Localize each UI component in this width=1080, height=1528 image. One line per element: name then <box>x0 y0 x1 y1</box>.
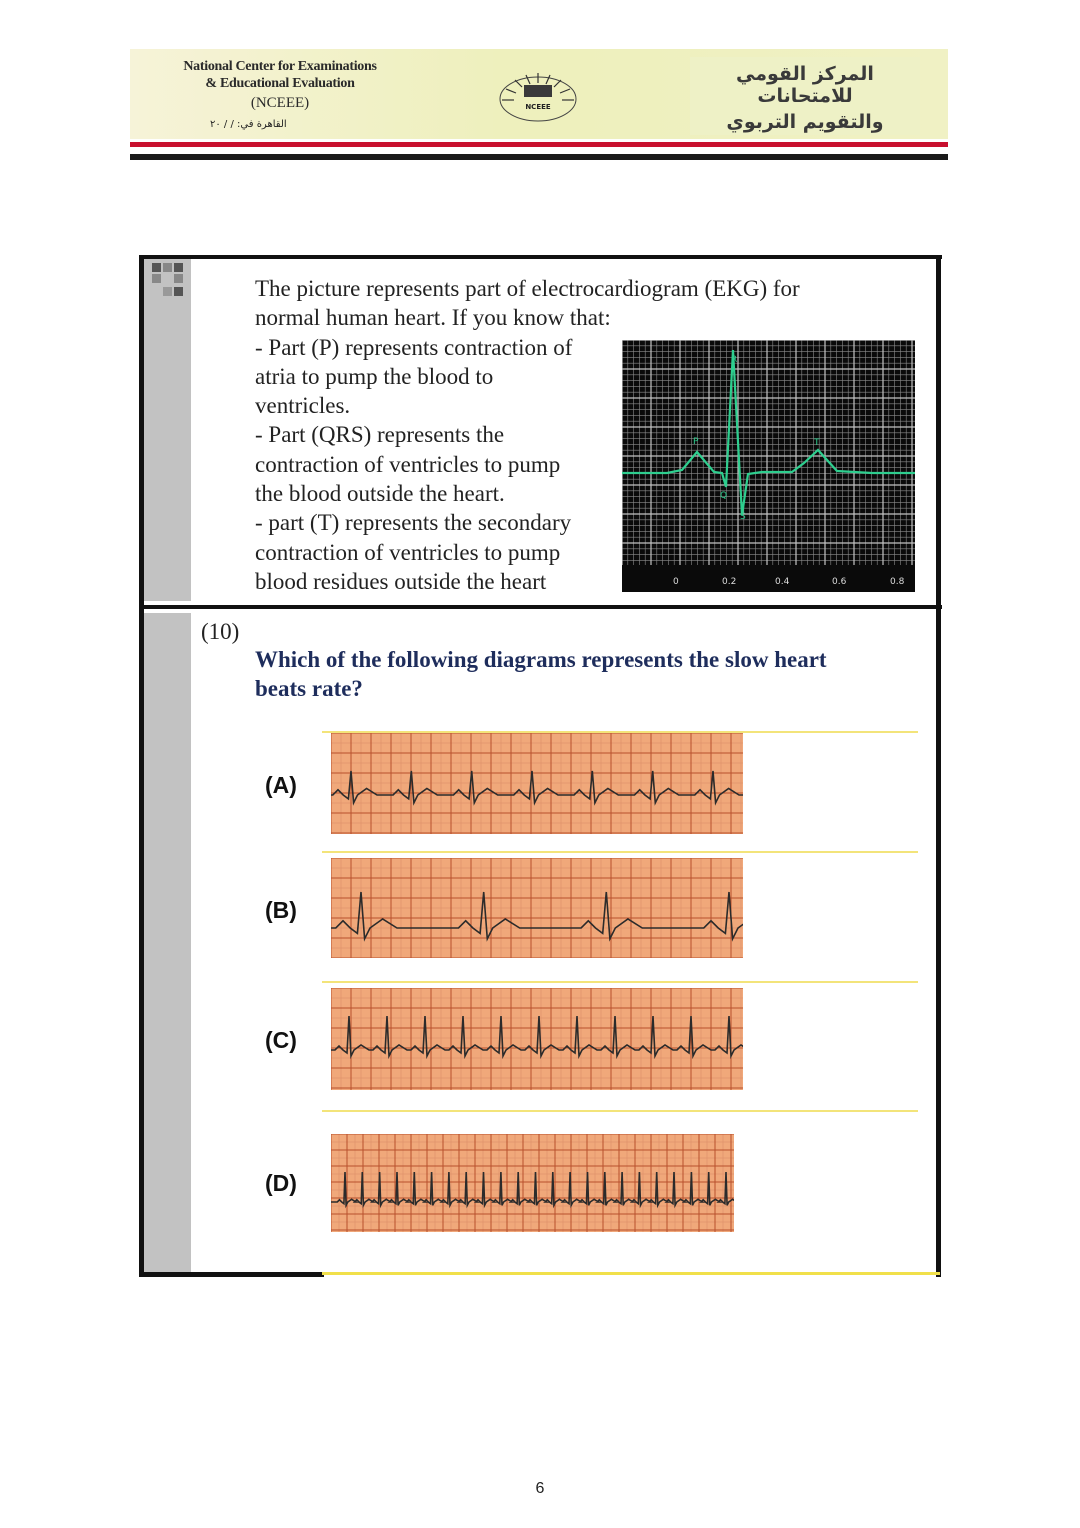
intro-line: - part (T) represents the secondary <box>255 510 572 536</box>
option-b-ekg-strip[interactable] <box>331 858 743 958</box>
page-number: 6 <box>535 1480 545 1497</box>
question-prompt <box>255 645 905 703</box>
x-tick-label: 0.2 <box>722 577 737 587</box>
option-b-label[interactable]: (B) <box>265 897 297 923</box>
logo-text: NCEEE <box>525 103 551 111</box>
intro-line: The picture represents part of electrocardiogram (EKG) for <box>255 276 800 301</box>
intro-line: ventricles. <box>255 393 351 419</box>
intro-line: atria to pump the blood to <box>255 363 494 389</box>
corner-square <box>152 263 161 272</box>
ekg-figure <box>622 340 915 592</box>
wave-label-s: S <box>740 512 746 522</box>
wave-label-t: T <box>814 438 820 448</box>
intro-line: contraction of ventricles to pump <box>255 539 561 565</box>
option-separator <box>322 1110 918 1112</box>
intro-line: - Part (QRS) represents the <box>255 422 505 448</box>
frame-border-bottom <box>139 1272 324 1277</box>
prompt-line: beats rate? <box>255 676 363 701</box>
wave-label-r: R <box>731 355 738 365</box>
intro-line: normal human heart. If you know that: <box>255 305 611 331</box>
intro-line: blood residues outside the heart <box>255 568 547 594</box>
header-english-abbrev: (NCEEE) <box>250 95 310 111</box>
intro-line: the blood outside the heart. <box>255 481 505 507</box>
corner-square <box>163 263 172 272</box>
option-c-ekg-strip[interactable] <box>331 988 743 1090</box>
x-tick-label: 0.4 <box>775 577 790 587</box>
corner-square <box>152 274 161 283</box>
x-tick-label: 0.6 <box>832 577 847 587</box>
prompt-line: Which of the following diagrams represents the slow heart <box>255 647 827 672</box>
option-c-label[interactable]: (C) <box>265 1027 297 1053</box>
wave-label-p: P <box>693 437 699 447</box>
corner-square <box>174 274 183 283</box>
corner-square <box>174 287 183 296</box>
intro-line: - Part (P) represents contraction of <box>255 334 573 360</box>
question-number: (10) <box>201 619 240 644</box>
question-sidebar <box>144 259 191 1272</box>
frame-border-right <box>936 255 941 1277</box>
frame-border-top <box>139 255 942 259</box>
frame-yellow-rule <box>322 1272 940 1275</box>
header-arabic-line2: والتقويم التربوي <box>726 111 884 133</box>
header-red-rule <box>130 142 948 147</box>
option-separator <box>322 851 918 853</box>
option-a-ekg-strip[interactable] <box>331 733 743 834</box>
wave-label-q: Q <box>720 491 728 501</box>
option-d-label[interactable]: (D) <box>265 1170 297 1196</box>
header-date-line: القاهرة في: / / ٢٠ <box>210 119 287 130</box>
corner-square <box>163 287 172 296</box>
header-english-line1: National Center for Examinations <box>183 59 377 74</box>
header-english-line2: & Educational Evaluation <box>205 76 355 91</box>
header-arabic-line1: المركز القومي للامتحانات <box>736 63 874 107</box>
x-tick-label: 0.8 <box>890 577 905 587</box>
x-tick-label: 0 <box>673 577 679 587</box>
corner-square <box>174 263 183 272</box>
intro-line: contraction of ventricles to pump <box>255 451 561 477</box>
header-black-rule <box>130 154 948 160</box>
frame-border-left <box>139 255 144 1277</box>
nceee-logo <box>488 69 588 124</box>
header-arabic-block <box>690 57 920 135</box>
page-header <box>130 49 948 139</box>
frame-divider <box>139 605 942 609</box>
option-separator <box>322 981 918 983</box>
option-d-ekg-strip[interactable] <box>331 1134 734 1232</box>
option-a-label[interactable]: (A) <box>265 772 297 798</box>
